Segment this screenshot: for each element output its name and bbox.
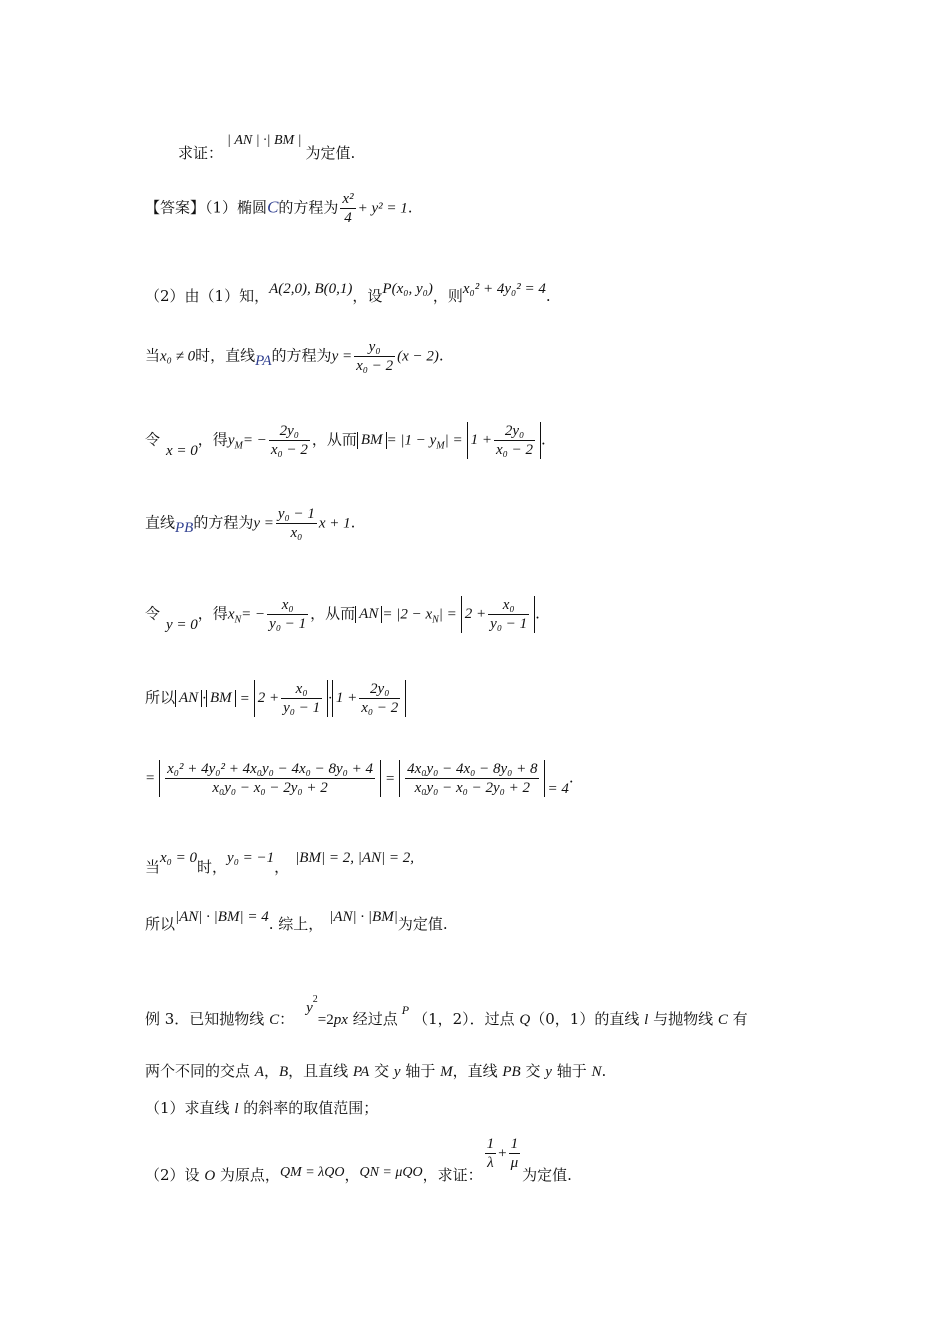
math-an-bm: | AN | ·| BM |	[227, 133, 302, 148]
text: （0，1）的直线	[530, 1010, 645, 1028]
subscript: N	[432, 614, 439, 626]
text: ，	[263, 1062, 279, 1080]
text: .	[438, 346, 444, 365]
text: ，且直线	[288, 1062, 353, 1080]
text: .	[541, 430, 546, 449]
text: 时，	[197, 858, 228, 876]
text: 的方程为	[278, 198, 339, 217]
answer-line-3	[145, 338, 444, 375]
text: 经过点	[347, 1010, 398, 1028]
example3-line-1	[145, 994, 748, 1029]
math: =	[239, 690, 250, 707]
math: | =	[438, 606, 457, 623]
abs-BM: BM	[357, 432, 387, 449]
text: .	[535, 604, 540, 623]
math: ·	[202, 690, 206, 707]
text: . 综上，	[268, 915, 324, 933]
numerator: 4x₀y₀ − 4x₀ − 8y₀ + 8	[407, 761, 538, 777]
math: = |2 − x	[382, 606, 433, 623]
text: （1）求直线	[145, 1099, 235, 1117]
text: 求证：	[178, 144, 224, 162]
text: ，	[274, 858, 290, 876]
text: 为定值.	[522, 1165, 572, 1184]
text: 为定值.	[305, 144, 356, 162]
math: 1 +	[335, 689, 358, 706]
math-ellipse-eq: x₀² + 4y₀² = 4	[462, 281, 546, 297]
text: （1，2）．过点	[413, 1010, 520, 1028]
math: 2 +	[257, 689, 280, 706]
math: y = 0	[166, 616, 198, 633]
text: 例 3．已知抛物线	[145, 1010, 270, 1028]
math-y: y	[393, 1064, 401, 1080]
text: 令	[145, 430, 161, 449]
fraction-1-over-mu	[509, 1135, 521, 1172]
math: x	[227, 606, 235, 623]
math: = |1 − y	[386, 432, 437, 449]
fraction	[281, 680, 322, 717]
answer-line-2	[145, 277, 551, 305]
numerator: x²	[342, 191, 354, 207]
superscript: 2	[312, 994, 318, 1005]
text: 当	[145, 858, 161, 876]
abs-expression	[332, 680, 406, 717]
denominator: x₀ − 2	[361, 700, 399, 716]
math-N: N	[591, 1064, 602, 1080]
math-PB: PB	[502, 1064, 521, 1080]
math: y =	[331, 348, 353, 365]
math-M: M	[440, 1064, 453, 1080]
math-P: P	[401, 1003, 410, 1017]
math-P: P(x₀, y₀)	[382, 281, 433, 297]
numerator: x₀² + 4y₀² + 4x₀y₀ − 4x₀ − 8y₀ + 4	[167, 761, 373, 777]
text: 交	[520, 1062, 546, 1080]
text: ，则	[432, 287, 463, 305]
example3-question-1	[145, 1097, 378, 1118]
math: |AN| · |BM|	[329, 909, 398, 925]
text: 两个不同的交点	[145, 1062, 255, 1080]
subscript: M	[436, 440, 445, 452]
text: ：	[279, 1010, 295, 1028]
fraction	[494, 422, 535, 459]
math-B: B	[278, 1064, 289, 1080]
example3-line-2	[145, 1060, 606, 1081]
example3-question-2	[145, 1135, 572, 1184]
text: .	[407, 198, 413, 217]
text: 与抛物线	[648, 1010, 718, 1028]
answer-line-7	[145, 680, 406, 717]
math: ·	[328, 690, 332, 707]
text: 的斜率的取值范围；	[238, 1099, 379, 1117]
math-QM: QM = λQO	[279, 1164, 345, 1180]
numerator: y₀ − 1	[277, 506, 315, 522]
numerator: 2y₀	[359, 680, 400, 699]
math-px: px	[333, 1012, 348, 1028]
math-O: O	[204, 1167, 216, 1184]
math: =	[145, 770, 156, 787]
text: ，设	[352, 287, 383, 305]
fraction	[359, 680, 400, 717]
math: + y² = 1	[357, 200, 408, 217]
math: (x − 2)	[397, 348, 439, 365]
text: .	[601, 1062, 607, 1080]
fraction	[276, 505, 317, 542]
text: 令	[145, 604, 161, 623]
text: 为定值.	[397, 915, 448, 933]
text: 时，直线	[195, 346, 256, 365]
math: = −	[242, 432, 267, 449]
text: 所以	[145, 688, 176, 707]
fraction	[340, 190, 355, 227]
math-C: C	[269, 1012, 280, 1028]
math-points: A(2,0), B(0,1)	[269, 281, 353, 297]
text: ，得	[197, 604, 228, 623]
math: =	[384, 770, 396, 787]
denominator: λ	[487, 1155, 494, 1171]
text: 直线	[145, 513, 176, 532]
denominator: y₀ − 1	[490, 616, 528, 632]
text: ，求证：	[422, 1165, 483, 1184]
fraction-1-over-lambda	[485, 1135, 497, 1172]
abs-expression	[159, 760, 381, 797]
math-PB: PB	[175, 519, 194, 536]
denominator: x₀y₀ − x₀ − 2y₀ + 2	[212, 780, 328, 796]
text: .	[545, 287, 551, 305]
math: = −	[241, 606, 266, 623]
text: .	[350, 513, 356, 532]
answer-line-9	[145, 846, 414, 876]
numerator: x₀	[281, 680, 322, 699]
math-PA: PA	[352, 1064, 370, 1080]
text: 轴于	[551, 1062, 592, 1080]
text: ，得	[197, 430, 228, 449]
math: x + 1	[318, 515, 351, 532]
answer-tag: 【答案】	[145, 198, 206, 217]
math: =2	[317, 1012, 334, 1028]
text: 的方程为	[271, 346, 332, 365]
denominator: x₀ − 2	[270, 442, 308, 458]
math-y: y	[545, 1064, 552, 1080]
text: 所以	[145, 915, 176, 933]
fraction	[405, 760, 539, 797]
answer-line-6	[145, 596, 540, 633]
text: ，从而	[311, 430, 357, 449]
denominator: y₀ − 1	[269, 616, 307, 632]
denominator: x₀	[290, 525, 303, 541]
numerator: 2y₀	[494, 422, 535, 441]
numerator: y₀	[354, 338, 395, 357]
answer-line-10	[145, 905, 448, 933]
proof-goal-line	[178, 133, 356, 162]
math: x₀ ≠ 0	[160, 348, 196, 365]
text: 轴于	[400, 1062, 441, 1080]
abs-expression	[461, 596, 535, 633]
answer-line-4	[145, 422, 546, 459]
math-C: C	[717, 1012, 728, 1028]
math-l: l	[234, 1101, 239, 1117]
text: ，从而	[310, 604, 356, 623]
math-A: A	[254, 1064, 264, 1080]
text: 当	[145, 346, 161, 365]
numerator: 2y₀	[269, 422, 310, 441]
math-C: C	[267, 197, 279, 217]
text: （1）椭圆	[205, 198, 268, 217]
math: x₀ = 0	[160, 850, 198, 866]
math-l: l	[644, 1012, 649, 1028]
numerator: 1	[509, 1135, 521, 1154]
denominator: x₀ − 2	[356, 358, 394, 374]
text: ，直线	[452, 1062, 503, 1080]
math: 2 +	[464, 605, 487, 622]
denominator: y₀ − 1	[283, 700, 321, 716]
text: ，	[344, 1165, 360, 1184]
text: （2）由（1）知，	[145, 287, 270, 305]
fraction	[269, 422, 310, 459]
subscript: N	[234, 614, 242, 626]
denominator: μ	[510, 1155, 519, 1171]
answer-line-5	[145, 505, 355, 542]
abs-expression	[467, 422, 541, 459]
math-y: y	[306, 1000, 313, 1016]
math: +	[498, 1145, 507, 1162]
math: = 4	[547, 780, 569, 797]
text: 有	[727, 1010, 748, 1028]
math-Q: Q	[519, 1012, 531, 1028]
text: （2）设	[145, 1165, 205, 1184]
numerator: x₀	[267, 596, 308, 615]
numerator: 1	[486, 1136, 495, 1152]
math: y =	[253, 515, 274, 532]
math: x = 0	[166, 442, 198, 459]
math: |BM| = 2, |AN| = 2,	[295, 850, 414, 866]
math-PA: PA	[255, 352, 272, 369]
numerator: x₀	[488, 596, 529, 615]
abs-AN: AN	[355, 606, 382, 623]
answer-line-1	[145, 190, 413, 227]
abs-BM: BM	[206, 690, 236, 707]
subscript: M	[234, 440, 243, 452]
fraction	[165, 760, 375, 797]
math: 1 +	[470, 431, 493, 448]
text: 交	[369, 1062, 394, 1080]
fraction	[488, 596, 529, 633]
math-QN: QN = μQO	[359, 1164, 423, 1180]
denominator: x₀y₀ − x₀ − 2y₀ + 2	[414, 780, 530, 796]
fraction	[354, 338, 395, 375]
text: .	[568, 768, 574, 787]
text: 为原点，	[215, 1165, 280, 1184]
abs-expression	[399, 760, 545, 797]
text: 的方程为	[193, 513, 254, 532]
math: | =	[444, 432, 463, 449]
math: y	[227, 432, 235, 449]
math: |AN| · |BM| = 4	[175, 909, 269, 925]
math: y₀ = −1	[227, 850, 275, 866]
abs-expression	[254, 680, 328, 717]
denominator: 4	[344, 210, 352, 226]
denominator: x₀ − 2	[496, 442, 534, 458]
fraction	[267, 596, 308, 633]
answer-line-8	[145, 760, 574, 797]
abs-AN: AN	[175, 690, 202, 707]
